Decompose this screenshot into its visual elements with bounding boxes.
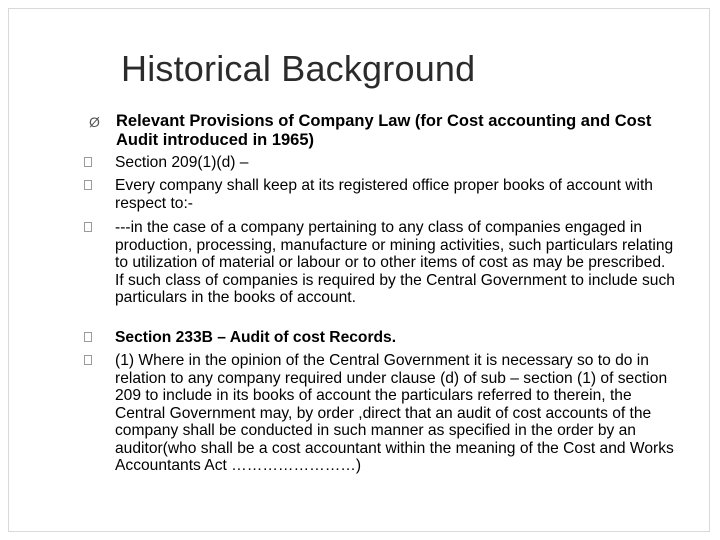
square-bullet-icon [84, 222, 92, 232]
arrow-bullet-icon: Ø [89, 114, 100, 130]
square-bullet-icon [84, 332, 92, 342]
list-item-text: Section 233B – Audit of cost Records. [115, 329, 397, 346]
square-bullet-icon [84, 180, 92, 190]
square-bullet-icon [84, 355, 92, 365]
slide-title: Historical Background [121, 48, 476, 89]
main-bullet-text: Relevant Provisions of Company Law (for Cost accounting and Cost Audit introduced in 1965) [116, 112, 652, 149]
list-item-text: Section 209(1)(d) – [115, 154, 249, 171]
square-bullet-icon [84, 157, 92, 167]
list-item-text: ---in the case of a company pertaining to any class of companies engaged in production, processing, manufacture or mining activities, such particulars relating to utilization of material or labour or to other items of cost as may be prescribed. If such class of companies is required by the Central Government to include such particulars in the books of account. [115, 219, 675, 306]
list-item-text: Every company shall keep at its registered office proper books of account with respect to:- [115, 177, 653, 212]
list-item-text: (1) Where in the opinion of the Central Government it is necessary so to do in relation to any company required under clause (d) of sub – section (1) of section 209 to include in its books of account the particulars referred to therein, the Central Government may, by order ,direct that an audit of cost accounts of the company shall be conducted in such manner as specified in the order by an auditor(who shall be a cost accountant within the meaning of the Cost and Works Accountants Act ……………………) [115, 352, 674, 474]
